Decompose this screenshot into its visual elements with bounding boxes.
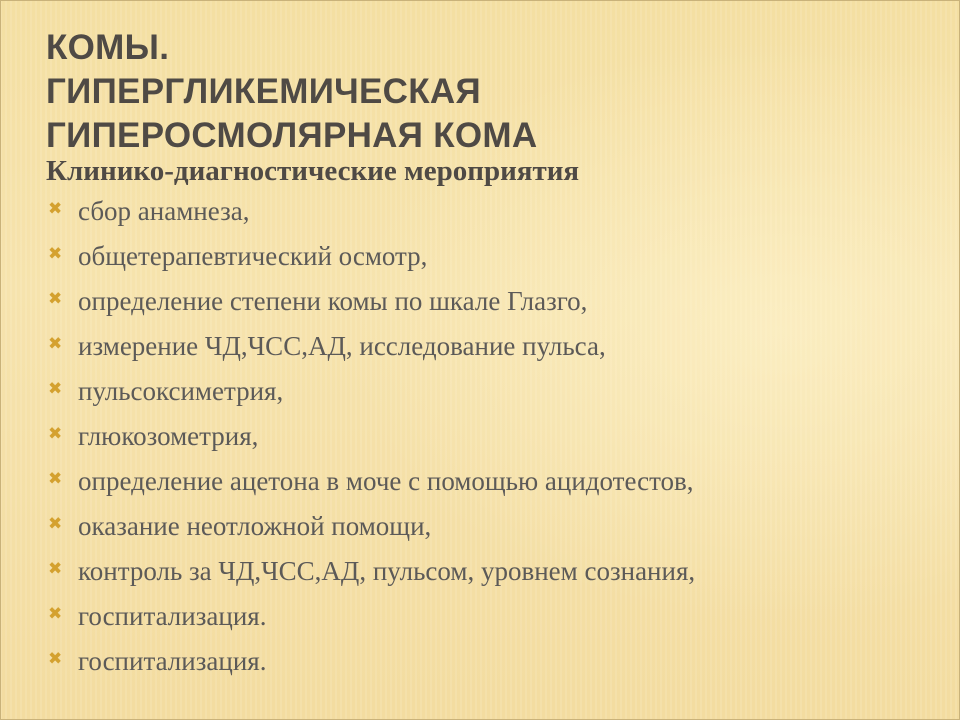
x-mark-bullet-icon: ✖ [48,379,63,399]
list-item-text: пульсоксиметрия, [78,376,284,406]
slide-title [46,26,537,158]
x-mark-bullet-icon: ✖ [48,424,63,444]
list-item-text: госпитализация. [78,601,267,631]
list-item [46,468,695,513]
list-item-text: оказание неотложной помощи, [78,511,432,541]
list-item-text: определение ацетона в моче с помощью ацидотестов, [78,466,694,496]
list-item-text: измерение ЧД,ЧСС,АД, исследование пульса, [78,331,606,361]
list-item [46,558,695,603]
slide-subtitle: Клинико-диагностические мероприятия [46,155,580,187]
list-item [46,198,695,243]
list-item [46,513,695,558]
x-mark-bullet-icon: ✖ [48,559,63,579]
list-item [46,423,695,468]
list-item-text: глюкозометрия, [78,421,259,451]
x-mark-bullet-icon: ✖ [48,289,63,309]
x-mark-bullet-icon: ✖ [48,649,63,669]
list-item [46,603,695,648]
list-item [46,288,695,333]
list-item-text: сбор анамнеза, [78,196,250,226]
x-mark-bullet-icon: ✖ [48,199,63,219]
list-item [46,378,695,423]
list-item-text: общетерапевтический осмотр, [78,241,428,271]
title-line: ГИПЕРГЛИКЕМИЧЕСКАЯ [46,72,481,111]
list-item [46,333,695,378]
list-item-text: контроль за ЧД,ЧСС,АД, пульсом, уровнем сознания, [78,556,696,586]
list-item-text: определение степени комы по шкале Глазго, [78,286,588,316]
list-item [46,648,695,693]
title-line: ГИПЕРОСМОЛЯРНАЯ КОМА [46,116,538,155]
x-mark-bullet-icon: ✖ [48,469,63,489]
title-line: КОМЫ. [46,28,170,67]
x-mark-bullet-icon: ✖ [48,244,63,264]
list-item-text: госпитализация. [78,646,267,676]
x-mark-bullet-icon: ✖ [48,604,63,624]
x-mark-bullet-icon: ✖ [48,514,63,534]
bullet-list [46,198,695,693]
list-item [46,243,695,288]
x-mark-bullet-icon: ✖ [48,334,63,354]
